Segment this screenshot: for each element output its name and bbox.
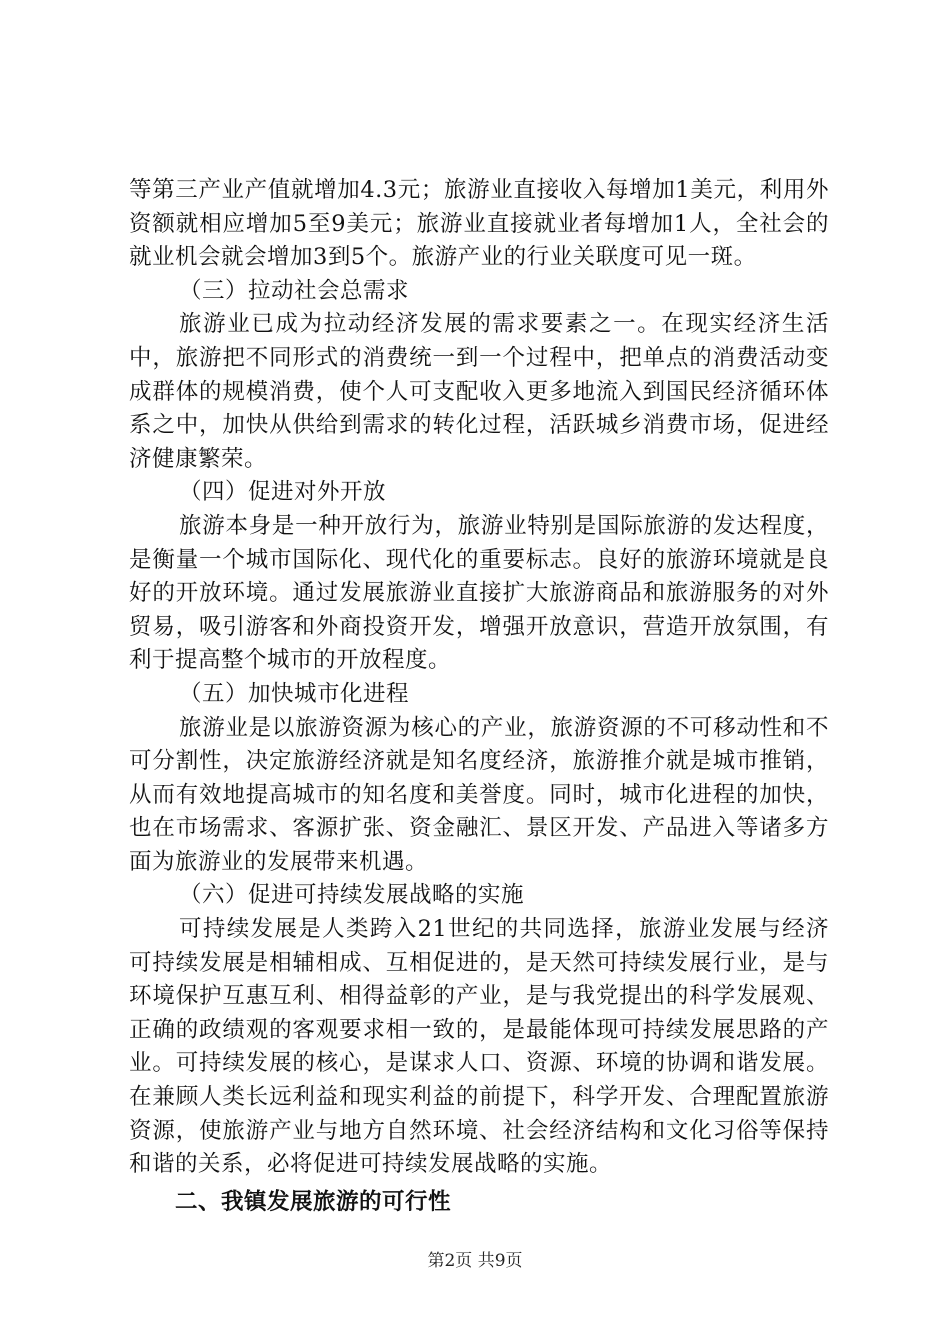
paragraph-intro: 等第三产业产值就增加4.3元；旅游业直接收入每增加1美元，利用外资额就相应增加5至9美元；旅游业直接就业者每增加1人，全社会的就业机会就会增加3到5个。旅游产业的行业关联度可见一斑。 [129, 177, 829, 271]
paragraph-opening: 旅游本身是一种开放行为，旅游业特别是国际旅游的发达程度，是衡量一个城市国际化、现代化的重要标志。良好的旅游环境就是良好的开放环境。通过发展旅游业直接扩大旅游商品和旅游服务的对外贸易，吸引游客和外商投资开发，增强开放意识，营造开放氛围，有利于提高整个城市的开放程度。 [129, 512, 829, 674]
section-heading-3: （三）拉动社会总需求 [179, 277, 410, 304]
paragraph-urbanization: 旅游业是以旅游资源为核心的产业，旅游资源的不可移动性和不可分割性，决定旅游经济就是知名度经济，旅游推介就是城市推销，从而有效地提高城市的知名度和美誉度。同时，城市化进程的加快，也在市场需求、客源扩张、资金融汇、景区开发、产品进入等诸多方面为旅游业的发展带来机遇。 [129, 714, 829, 875]
document-body [129, 174, 829, 1222]
page-number-footer: 第2页 共9页 [427, 1251, 523, 1271]
section-heading-5: （五）加快城市化进程 [179, 680, 410, 707]
section-heading-6: （六）促进可持续发展战略的实施 [179, 882, 525, 909]
paragraph-demand: 旅游业已成为拉动经济发展的需求要素之一。在现实经济生活中，旅游把不同形式的消费统一到一个过程中，把单点的消费活动变成群体的规模消费，使个人可支配收入更多地流入到国民经济循环体系之中，加快从供给到需求的转化过程，活跃城乡消费市场，促进经济健康繁荣。 [129, 311, 829, 472]
section-heading-4: （四）促进对外开放 [179, 479, 387, 506]
paragraph-sustainability: 可持续发展是人类跨入21世纪的共同选择，旅游业发展与经济可持续发展是相辅相成、互相促进的，是天然可持续发展行业，是与环境保护互惠互利、相得益彰的产业，是与我党提出的科学发展观、正确的政绩观的客观要求相一致的，是最能体现可持续发展思路的产业。可持续发展的核心，是谋求人口、资源、环境的协调和谐发展。在兼顾人类长远利益和现实利益的前提下，科学开发、合理配置旅游资源，使旅游产业与地方自然环境、社会经济结构和文化习俗等保持和谐的关系，必将促进可持续发展战略的实施。 [129, 916, 829, 1178]
chapter-heading: 二、我镇发展旅游的可行性 [175, 1188, 452, 1215]
